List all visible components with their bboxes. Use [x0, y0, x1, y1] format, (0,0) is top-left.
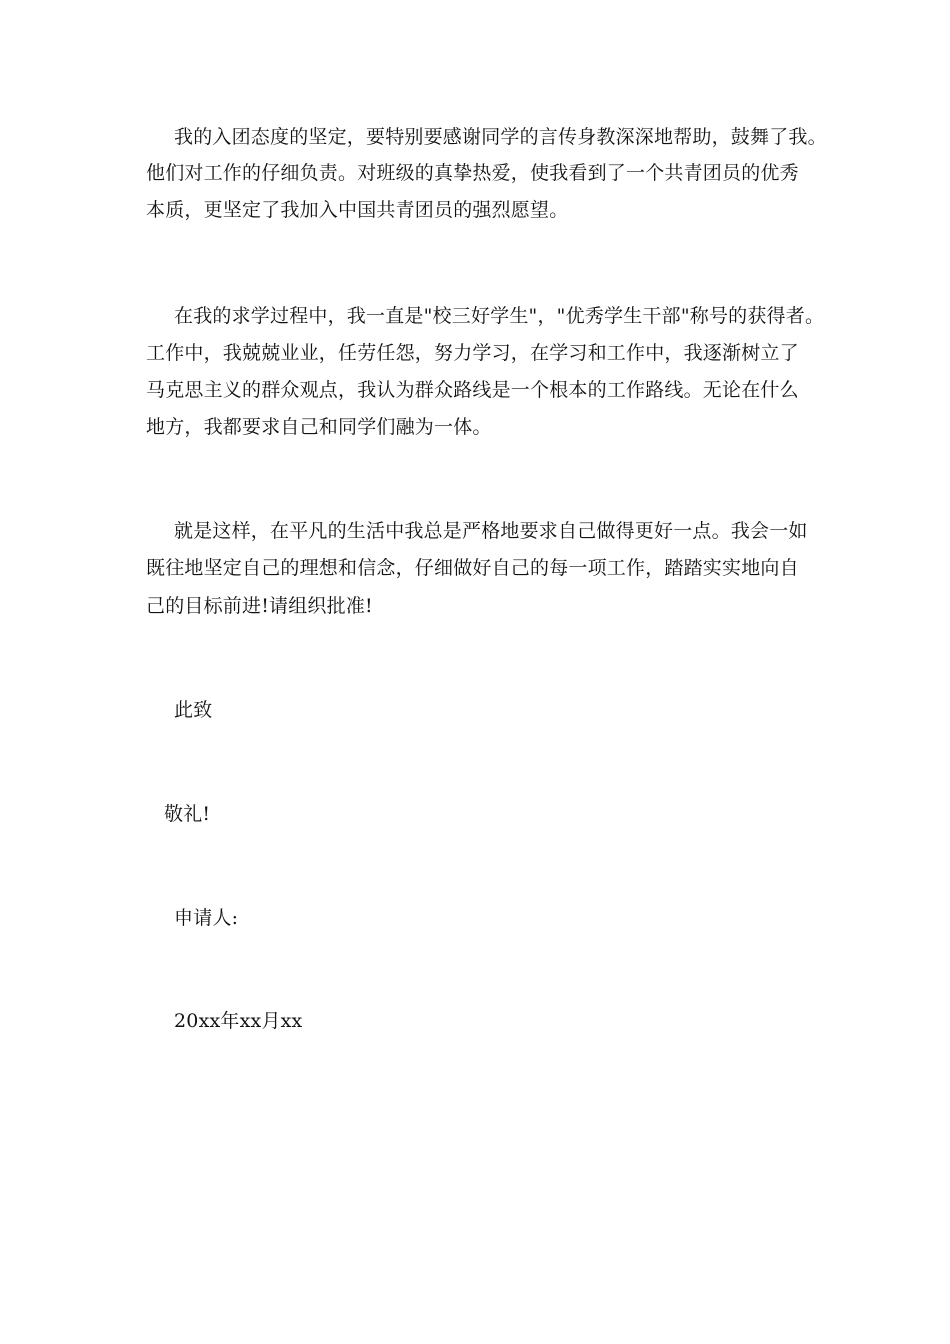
salutation: 此致: [174, 699, 213, 721]
paragraph-3-line-2: 既往地坚定自己的理想和信念，仔细做好自己的每一项工作，踏踏实实地向自: [146, 557, 799, 579]
paragraph-3-line-1: 就是这样，在平凡的生活中我总是严格地要求自己做得更好一点。我会一如: [174, 520, 808, 542]
regards: 敬礼!: [164, 803, 211, 825]
paragraph-1-line-1: 我的入团态度的坚定，要特别要感谢同学的言传身教深深地帮助，鼓舞了我。: [174, 126, 827, 148]
paragraph-2-line-1: 在我的求学过程中，我一直是"校三好学生"，"优秀学生干部"称号的获得者。: [174, 305, 825, 327]
date: 20xx年xx月xx: [174, 1010, 303, 1032]
paragraph-1-line-3: 本质，更坚定了我加入中国共青团员的强烈愿望。: [146, 199, 569, 221]
paragraph-1-line-2: 他们对工作的仔细负责。对班级的真挚热爱，使我看到了一个共青团员的优秀: [146, 162, 799, 184]
applicant-label: 申请人:: [174, 907, 239, 929]
paragraph-3-line-3: 己的目标前进!请组织批准!: [146, 595, 373, 617]
paragraph-2-line-4: 地方，我都要求自己和同学们融为一体。: [146, 416, 492, 438]
paragraph-2-line-2: 工作中，我兢兢业业，任劳任怨，努力学习，在学习和工作中，我逐渐树立了: [146, 342, 799, 364]
paragraph-2-line-3: 马克思主义的群众观点，我认为群众路线是一个根本的工作路线。无论在什么: [146, 379, 799, 401]
